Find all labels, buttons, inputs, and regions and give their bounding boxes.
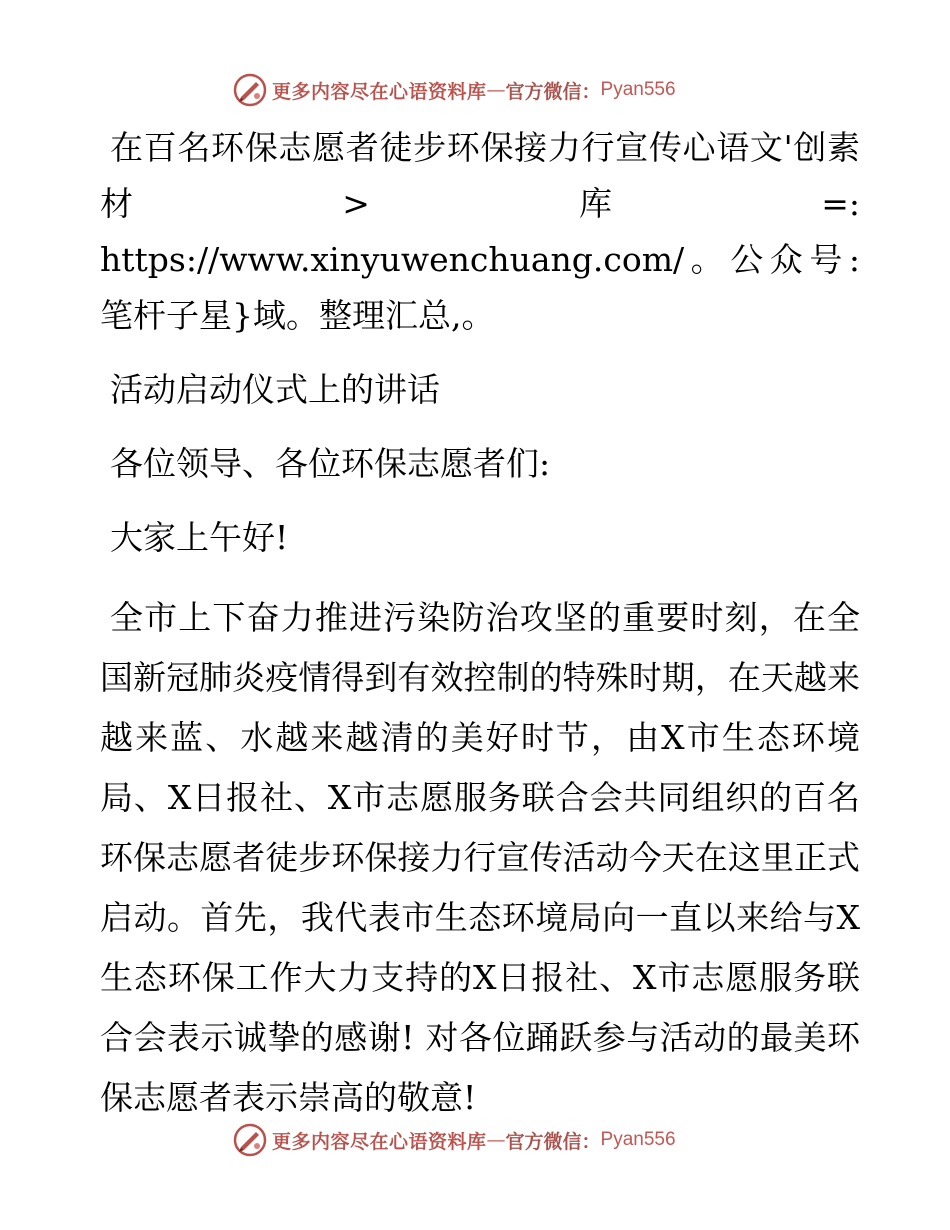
header-banner xyxy=(232,70,676,110)
footer-banner xyxy=(232,1120,676,1160)
document-body xyxy=(100,120,860,1161)
banner-main-text: 更多内容尽在心语资料库 xyxy=(272,80,487,103)
speech-title: 活动启动仪式上的讲话 xyxy=(110,370,440,409)
salutation: 各位领导、各位环保志愿者们: xyxy=(110,444,551,483)
banner-main-text: 更多内容尽在心语资料库 xyxy=(272,1130,487,1153)
pen-logo-icon xyxy=(232,1122,268,1158)
banner-wechat-id: Pyan556 xyxy=(600,1129,676,1150)
banner-separator: — xyxy=(486,1129,506,1151)
pen-logo-icon xyxy=(232,72,268,108)
banner-separator: — xyxy=(486,79,506,101)
greeting: 大家上午好! xyxy=(110,518,289,557)
intro-paragraph: 在百名环保志愿者徒步环保接力行宣传心语文'创素材>库=: https://www.xinyuwenchuang.com/。公众号: 笔杆子星}域。整理汇总,。 xyxy=(100,128,860,335)
banner-wechat-id: Pyan556 xyxy=(600,79,676,100)
body-paragraph: 全市上下奋力推进污染防治攻坚的重要时刻，在全国新冠肺炎疫情得到有效控制的特殊时期，在天越来越来蓝、水越来越清的美好时节，由X市生态环境局、X日报社、X市志愿服务联合会共同组织的百名环保志愿者徒步环保接力行宣传活动今天在这里正式启动。首先，我代表市生态环境局向一直以来给与X生态环保工作大力支持的X日报社、X市志愿服务联合会表示诚挚的感谢! 对各位踊跃参与活动的最美环保志愿者表示崇高的敬意! xyxy=(100,598,860,1117)
banner-wechat-label: 官方微信： xyxy=(505,1130,601,1153)
banner-wechat-label: 官方微信： xyxy=(505,80,601,103)
